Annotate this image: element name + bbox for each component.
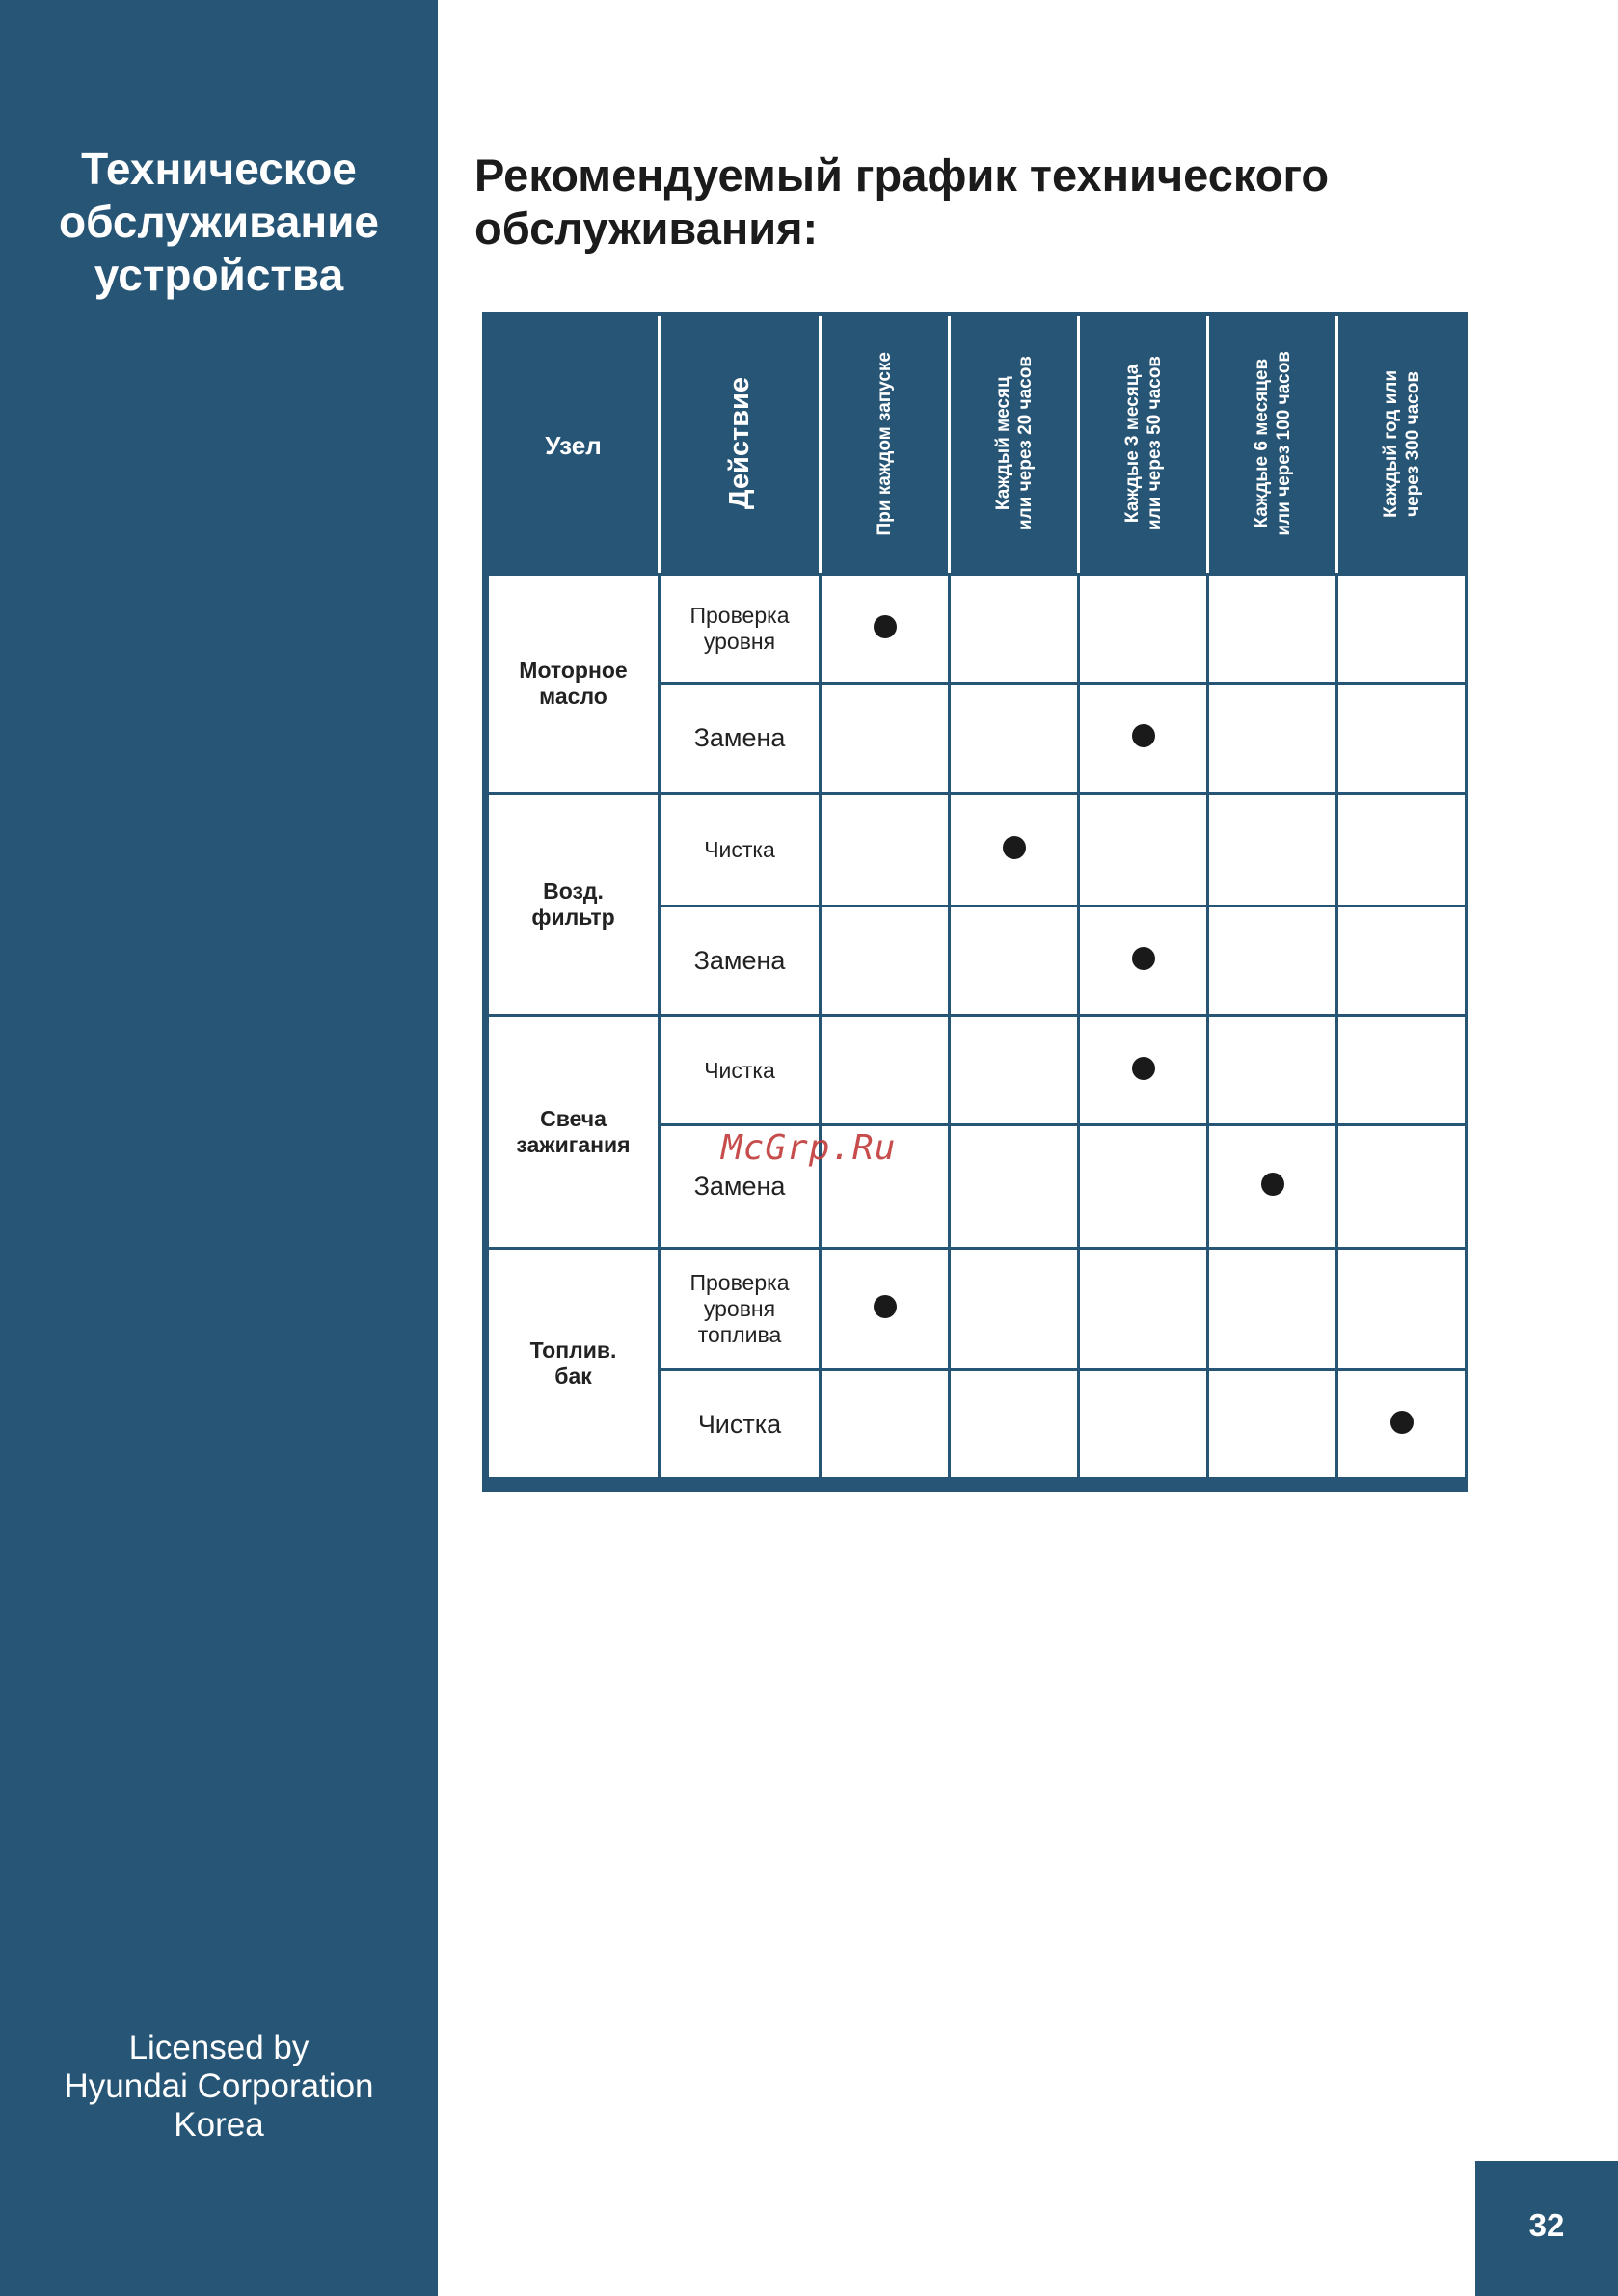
interval-cell xyxy=(1079,906,1208,1016)
license-text xyxy=(0,2029,438,2145)
section-title-line: устройства xyxy=(94,250,344,300)
interval-cell xyxy=(1208,1370,1337,1479)
unit-label-line: Свеча xyxy=(540,1106,607,1131)
section-title xyxy=(0,143,438,302)
interval-cell xyxy=(1337,1249,1467,1370)
maintenance-schedule-table xyxy=(482,312,1468,1492)
maintenance-dot-icon xyxy=(1132,724,1155,747)
interval-cell xyxy=(821,906,950,1016)
unit-cell xyxy=(488,1016,660,1249)
watermark: McGrp.Ru xyxy=(721,1128,897,1168)
maintenance-dot-icon xyxy=(1390,1411,1414,1434)
header-interval-line: через 300 часов xyxy=(1402,370,1423,517)
page-number-box xyxy=(1475,2161,1618,2296)
interval-cell xyxy=(1079,1249,1208,1370)
maintenance-dot-icon xyxy=(874,1295,897,1318)
interval-cell xyxy=(1337,906,1467,1016)
interval-cell xyxy=(950,794,1079,906)
maintenance-dot-icon xyxy=(1003,836,1026,859)
interval-cell xyxy=(821,575,950,684)
action-cell xyxy=(660,906,821,1016)
interval-cell xyxy=(950,1249,1079,1370)
header-interval-line: или через 100 часов xyxy=(1273,351,1294,536)
schedule-grid xyxy=(486,316,1468,1480)
interval-cell xyxy=(950,1370,1079,1479)
unit-label-line: Возд. xyxy=(543,878,604,904)
header-interval-label xyxy=(1380,370,1424,518)
interval-cell xyxy=(950,684,1079,794)
unit-label-line: бак xyxy=(554,1364,592,1389)
unit-cell xyxy=(488,794,660,1016)
action-label-line: уровня xyxy=(703,1296,776,1321)
page-title-line: обслуживания: xyxy=(474,203,819,254)
table-row xyxy=(488,575,1467,684)
interval-cell xyxy=(1337,1125,1467,1249)
interval-cell xyxy=(821,1249,950,1370)
interval-cell xyxy=(1337,794,1467,906)
interval-cell xyxy=(1208,575,1337,684)
maintenance-dot-icon xyxy=(1261,1173,1284,1196)
header-unit-label: Узел xyxy=(545,431,602,460)
unit-label-line: фильтр xyxy=(531,905,615,930)
header-interval-line: или через 20 часов xyxy=(1014,356,1036,531)
table-row xyxy=(488,794,1467,906)
header-interval xyxy=(1337,318,1467,575)
interval-cell xyxy=(1079,684,1208,794)
header-interval-label xyxy=(992,356,1037,530)
maintenance-dot-icon xyxy=(1132,947,1155,970)
action-label-line: Замена xyxy=(693,1172,786,1201)
header-interval-label xyxy=(874,352,896,536)
action-label-line: Замена xyxy=(693,723,786,752)
header-interval-line: При каждом запуске xyxy=(875,351,895,536)
action-label-line: Чистка xyxy=(697,1409,782,1439)
interval-cell xyxy=(1208,1125,1337,1249)
header-interval-line: Каждые 3 месяца xyxy=(1121,364,1143,524)
interval-cell xyxy=(1079,794,1208,906)
interval-cell xyxy=(821,794,950,906)
header-interval xyxy=(1208,318,1337,575)
header-interval-line: Каждый год или xyxy=(1380,369,1401,518)
interval-cell xyxy=(1208,1016,1337,1125)
action-label-line: уровня xyxy=(703,629,776,654)
interval-cell xyxy=(1079,1016,1208,1125)
interval-cell xyxy=(821,684,950,794)
header-action-label: Действие xyxy=(723,377,755,510)
action-cell xyxy=(660,684,821,794)
action-label-line: Замена xyxy=(693,946,786,975)
header-interval xyxy=(821,318,950,575)
interval-cell xyxy=(1337,684,1467,794)
interval-cell xyxy=(1079,1125,1208,1249)
license-line: Hyundai Corporation xyxy=(64,2067,374,2105)
interval-cell xyxy=(950,1016,1079,1125)
action-cell xyxy=(660,1016,821,1125)
unit-cell xyxy=(488,575,660,794)
header-interval-label xyxy=(1251,351,1295,536)
page-title xyxy=(474,149,1535,255)
unit-label-line: Моторное xyxy=(519,658,628,683)
license-line: Licensed by xyxy=(128,2029,310,2066)
page-title-line: Рекомендуемый график технического xyxy=(474,149,1330,201)
interval-cell xyxy=(821,1370,950,1479)
action-label-line: Чистка xyxy=(704,1057,775,1083)
section-title-line: обслуживание xyxy=(58,197,380,247)
header-row xyxy=(488,318,1467,575)
header-interval xyxy=(1079,318,1208,575)
unit-label-line: Топлив. xyxy=(529,1337,617,1363)
header-interval-label xyxy=(1121,356,1166,530)
license-line: Korea xyxy=(174,2106,264,2144)
action-cell xyxy=(660,1249,821,1370)
action-cell xyxy=(660,1370,821,1479)
interval-cell xyxy=(950,575,1079,684)
unit-cell xyxy=(488,1249,660,1479)
maintenance-dot-icon xyxy=(874,615,897,638)
action-label-line: Чистка xyxy=(704,836,775,862)
interval-cell xyxy=(1337,1370,1467,1479)
action-label-line: топлива xyxy=(697,1322,782,1347)
interval-cell xyxy=(1208,906,1337,1016)
interval-cell xyxy=(1208,794,1337,906)
table-row xyxy=(488,1249,1467,1370)
interval-cell xyxy=(950,1125,1079,1249)
unit-label-line: зажигания xyxy=(516,1132,631,1157)
interval-cell xyxy=(1337,1016,1467,1125)
page-number: 32 xyxy=(1528,2207,1565,2243)
section-title-line: Техническое xyxy=(81,144,357,194)
header-interval xyxy=(950,318,1079,575)
interval-cell xyxy=(821,1016,950,1125)
action-cell xyxy=(660,575,821,684)
schedule-body xyxy=(488,575,1467,1479)
interval-cell xyxy=(1208,1249,1337,1370)
interval-cell xyxy=(1337,575,1467,684)
sidebar xyxy=(0,0,438,2296)
interval-cell xyxy=(1079,575,1208,684)
maintenance-dot-icon xyxy=(1132,1057,1155,1080)
action-label-line: Проверка xyxy=(689,1270,790,1295)
header-interval-line: Каждые 6 месяцев xyxy=(1251,359,1272,528)
action-label-line: Проверка xyxy=(689,603,790,628)
table-row xyxy=(488,1016,1467,1125)
interval-cell xyxy=(1208,684,1337,794)
interval-cell xyxy=(950,906,1079,1016)
header-unit xyxy=(488,318,660,575)
interval-cell xyxy=(1079,1370,1208,1479)
unit-label-line: масло xyxy=(539,684,607,709)
action-cell xyxy=(660,794,821,906)
header-action xyxy=(660,318,821,575)
header-interval-line: или через 50 часов xyxy=(1144,356,1165,531)
header-interval-line: Каждый месяц xyxy=(992,376,1013,511)
